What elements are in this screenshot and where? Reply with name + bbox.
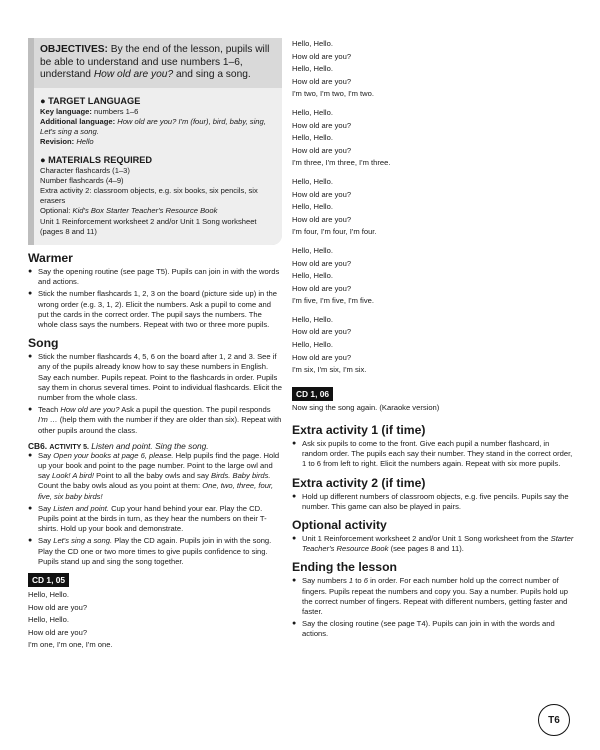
materials-line-4: Optional: Kid's Box Starter Teacher's Resource Book: [40, 206, 218, 216]
song-line: How old are you?: [28, 627, 88, 637]
cd-1-05-badge: CD 1, 05: [28, 573, 69, 587]
song-line: Hello, Hello.: [292, 245, 333, 255]
song-line: Hello, Hello.: [292, 340, 333, 350]
song-line: Hello, Hello.: [292, 133, 333, 143]
song-line: Hello, Hello.: [292, 107, 333, 117]
song-verse-2: [292, 38, 574, 101]
song-line: Hello, Hello.: [28, 590, 69, 600]
song-line: I'm six, I'm six, I'm six.: [292, 365, 367, 375]
optional-activity-list: [292, 534, 574, 554]
materials-heading: ● MATERIALS REQUIRED: [40, 154, 153, 165]
song-verse-6: [292, 314, 574, 377]
objectives-text: By the end of the lesson, pupils will be able to understand and use numbers 1–6, understand: [40, 44, 270, 81]
song-item-1: ● Stick the number flashcards 4, 5, 6 on the board after 1, 2 and 3. See if any of the pupils already know how to say these numbers in English. Say each number. Pupils repeat. Point to the flashcards in order. Pupils say them in chorus several times. Point to individual flashcards. Elicit the number from the whole class.: [28, 352, 282, 403]
song-line: Hello, Hello.: [292, 39, 333, 48]
ending-item-1: ● Say numbers 1 to 6 in order. For each number hold up the correct number of fingers. Pupils repeat the numbers and copy you. Say a number. Pupils hold up the correct number of fingers. Repeat with different numbers, getting faster and faster.: [292, 576, 574, 617]
song-line: How old are you?: [292, 145, 352, 155]
cb6-heading: CB6. ACTIVITY 5. Listen and point. Sing the song.: [28, 440, 209, 451]
song-list: [28, 352, 282, 436]
ending-list: [292, 576, 574, 639]
materials-line-3: Extra activity 2: classroom objects, e.g. six books, six pencils, six erasers: [40, 186, 258, 206]
song-line: I'm three, I'm three, I'm three.: [292, 158, 391, 168]
left-column: [28, 38, 282, 652]
warmer-list: [28, 267, 282, 330]
right-column: [292, 38, 574, 642]
objectives-details: [28, 88, 282, 245]
extra-activity-1-list: [292, 439, 574, 470]
objectives: [36, 44, 274, 82]
song-line: How old are you?: [292, 283, 352, 293]
song-line: I'm five, I'm five, I'm five.: [292, 296, 374, 306]
materials-line-5: Unit 1 Reinforcement worksheet 2 and/or Unit 1 Song worksheet (pages 8 and 11): [40, 216, 257, 236]
extra-activity-2-list: [292, 492, 574, 512]
song-line: Hello, Hello.: [292, 64, 333, 74]
song-line: Hello, Hello.: [292, 314, 333, 324]
song-line: I'm one, I'm one, I'm one.: [28, 640, 113, 650]
target-language-heading: ● TARGET LANGUAGE: [40, 95, 141, 106]
song-line: Hello, Hello.: [292, 176, 333, 186]
extra-activity-1-item: ● Ask six pupils to come to the front. Give each pupil a number flashcard, in random order. The pupils each say their number. They stand in the correct order, 1 to 6 from left to right. Elicit the numbers again. Repeat with six more pupils.: [292, 439, 574, 470]
objectives-box: [28, 38, 282, 245]
page-number: T6: [538, 704, 570, 736]
song-verse-5: [292, 245, 574, 308]
cb6-list: [28, 451, 282, 567]
cb6-item-1: ● Say Open your books at page 6, please. Help pupils find the page. Hold up your book and point to the page number. Point to the large owl and say Look! A bird! Point to all the baby owls and say Birds. Baby birds. Count the baby owls aloud as you point at them: One, two, three, four, five, six baby birds!: [28, 451, 282, 502]
warmer-item-1: ● Say the opening routine (see page T5). Pupils can join in with the words and actions.: [28, 267, 282, 287]
ending-item-2: ● Say the closing routine (see page T4). Pupils can join in with the words and actions.: [292, 619, 574, 639]
key-language: Key language: numbers 1–6: [40, 106, 139, 116]
song-line: I'm four, I'm four, I'm four.: [292, 227, 377, 237]
extra-activity-2-heading: Extra activity 2 (if time): [292, 475, 426, 490]
ending-heading: Ending the lesson: [292, 560, 397, 575]
objectives-end: and sing a song.: [175, 69, 251, 81]
song-verse-3: [292, 107, 574, 170]
song-line: How old are you?: [292, 327, 352, 337]
song-item-2: ● Teach How old are you? Ask a pupil the question. The pupil responds I'm … (help them with the number if they are older than six). Repeat with other pupils around the class.: [28, 405, 282, 436]
song-line: I'm two, I'm two, I'm two.: [292, 89, 374, 99]
materials-line-1: Character flashcards (1–3): [40, 165, 130, 175]
warmer-item-2: ● Stick the number flashcards 1, 2, 3 on the board (picture side up) in the wrong order (e.g. 3, 1, 2). Elicit the numbers. Ask a pupil to come and put the cards in the correct order. The pupil says the numbers. The whole class says the numbers. Repeat with two or three more pupils.: [28, 289, 282, 330]
cb6-item-3: ● Say Let's sing a song. Play the CD again. Pupils join in with the song. Play the CD one or two more times to give pupils confidence to sing. Pupils stand up and sing the song together.: [28, 536, 282, 567]
song-line: How old are you?: [292, 352, 352, 362]
extra-activity-2-item: ● Hold up different numbers of classroom objects, e.g. five pencils. Pupils say the number. This game can also be played in pairs.: [292, 492, 574, 512]
optional-activity-heading: Optional activity: [292, 518, 387, 533]
cb6-item-2: ● Say Listen and point. Cup your hand behind your ear. Play the CD. Pupils point at the birds in turn, as they hear the numbers on their T-shirts. Hold up your book and demonstrate.: [28, 504, 282, 535]
song-verses: [292, 38, 574, 377]
cd-1-06-badge: CD 1, 06: [292, 387, 333, 401]
song-verse-4: [292, 176, 574, 239]
cd-1-06-text: Now sing the song again. (Karaoke version): [292, 402, 440, 412]
song-verse-1: [28, 589, 282, 652]
song-line: How old are you?: [292, 51, 352, 61]
song-line: How old are you?: [292, 120, 352, 130]
song-line: How old are you?: [292, 189, 352, 199]
materials-line-2: Number flashcards (4–9): [40, 175, 124, 185]
objectives-italic: How old are you?: [93, 69, 174, 81]
warmer-heading: Warmer: [28, 251, 73, 266]
objectives-label: OBJECTIVES:: [40, 44, 108, 55]
extra-activity-1-heading: Extra activity 1 (if time): [292, 423, 426, 438]
song-line: Hello, Hello.: [292, 202, 333, 212]
song-line: Hello, Hello.: [292, 271, 333, 281]
optional-activity-item: ● Unit 1 Reinforcement worksheet 2 and/or Unit 1 Song worksheet from the Starter Teacher's Resource Book (see pages 8 and 11).: [292, 534, 574, 554]
song-line: How old are you?: [292, 258, 352, 268]
song-line: How old are you?: [292, 214, 352, 224]
song-line: Hello, Hello.: [28, 615, 69, 625]
song-line: How old are you?: [292, 76, 352, 86]
song-line: How old are you?: [28, 602, 88, 612]
revision: Revision: Hello: [40, 137, 94, 147]
song-heading: Song: [28, 336, 59, 351]
additional-language: Additional language: How old are you? I'm (four), bird, baby, sing, Let's sing a song.: [40, 116, 266, 137]
